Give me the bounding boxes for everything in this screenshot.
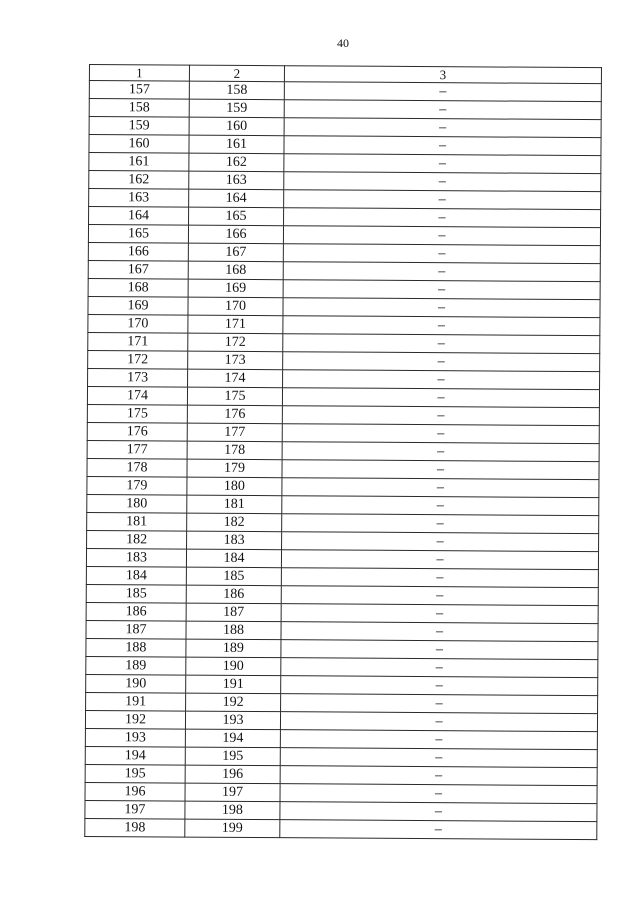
table-cell-col-3: – (284, 118, 601, 138)
table-cell-col-3: – (282, 478, 599, 498)
table-cell-col-1: 177 (87, 440, 187, 459)
table-body (85, 81, 602, 840)
table-cell-col-2: 170 (188, 297, 283, 316)
table-cell-col-2: 166 (188, 225, 283, 244)
table-cell-col-1: 169 (88, 296, 188, 315)
table-cell-col-1: 174 (87, 386, 187, 405)
table-cell-col-1: 168 (88, 278, 188, 297)
table-cell-col-3: – (284, 100, 601, 120)
table-cell-col-3: – (283, 352, 600, 372)
table-cell-col-1: 176 (87, 422, 187, 441)
table-cell-col-3: – (283, 280, 600, 300)
table-cell-col-2: 197 (185, 783, 280, 802)
table-cell-col-2: 199 (185, 819, 280, 838)
table-cell-col-2: 195 (185, 747, 280, 766)
table-cell-col-1: 195 (85, 764, 185, 783)
table-cell-col-3: – (283, 298, 600, 318)
table-cell-col-3: – (284, 208, 601, 228)
table-cell-col-1: 190 (86, 674, 186, 693)
table-cell-col-1: 192 (85, 710, 185, 729)
table-cell-col-2: 163 (189, 171, 284, 190)
table-cell-col-1: 184 (86, 566, 186, 585)
table-cell-col-2: 164 (189, 189, 284, 208)
table-cell-col-1: 161 (89, 153, 189, 172)
table-cell-col-3: – (281, 604, 598, 624)
table-cell-col-3: – (284, 172, 601, 192)
table-cell-col-3: – (283, 334, 600, 354)
table-cell-col-3: – (282, 460, 599, 480)
table-cell-col-1: 191 (86, 692, 186, 711)
table-cell-col-3: – (284, 154, 601, 174)
table-cell-col-1: 157 (89, 81, 189, 100)
table-cell-col-3: – (281, 568, 598, 588)
table-cell-col-3: – (281, 550, 598, 570)
table-cell-col-1: 170 (88, 314, 188, 333)
table-cell-col-3: – (282, 442, 599, 462)
table-cell-col-2: 196 (185, 765, 280, 784)
table-cell-col-1: 183 (86, 548, 186, 567)
table-cell-col-3: – (281, 676, 598, 696)
table-cell-col-2: 160 (189, 117, 284, 136)
table-cell-col-1: 182 (87, 530, 187, 549)
table-cell-col-1: 175 (87, 404, 187, 423)
table-cell-col-2: 179 (187, 459, 282, 478)
table-cell-col-3: – (284, 82, 601, 102)
table-cell-col-2: 183 (187, 531, 282, 550)
column-header-3: 3 (284, 66, 601, 84)
table-cell-col-3: – (282, 406, 599, 426)
table-cell-col-1: 189 (86, 656, 186, 675)
table-cell-col-1: 193 (85, 728, 185, 747)
table-cell-col-1: 173 (88, 368, 188, 387)
table-cell-col-1: 162 (89, 171, 189, 190)
table-cell-col-1: 198 (85, 818, 185, 837)
table-cell-col-1: 167 (88, 260, 188, 279)
table-cell-col-1: 181 (87, 512, 187, 531)
table-cell-col-3: – (281, 622, 598, 642)
table-cell-col-2: 172 (188, 333, 283, 352)
table-cell-col-2: 193 (185, 711, 280, 730)
table-cell-col-3: – (283, 370, 600, 390)
table-cell-col-1: 166 (88, 242, 188, 261)
table-cell-col-3: – (282, 388, 599, 408)
table-cell-col-2: 169 (188, 279, 283, 298)
table-cell-col-1: 197 (85, 800, 185, 819)
table-cell-col-2: 184 (186, 549, 281, 568)
table-cell-col-1: 179 (87, 476, 187, 495)
table-cell-col-3: – (282, 532, 599, 552)
table-cell-col-2: 158 (189, 81, 284, 100)
table-cell-col-3: – (281, 640, 598, 660)
table-cell-col-1: 158 (89, 99, 189, 118)
table-cell-col-2: 188 (186, 621, 281, 640)
table-cell-col-2: 176 (187, 405, 282, 424)
table-cell-col-1: 187 (86, 620, 186, 639)
table-cell-col-2: 168 (188, 261, 283, 280)
table-cell-col-2: 182 (187, 513, 282, 532)
table-cell-col-2: 189 (186, 639, 281, 658)
data-table (84, 64, 602, 840)
table-cell-col-3: – (280, 712, 597, 732)
table-cell-col-1: 196 (85, 782, 185, 801)
table-cell-col-1: 180 (87, 494, 187, 513)
column-header-1: 1 (89, 65, 189, 82)
table-cell-col-2: 162 (189, 153, 284, 172)
table-cell-col-3: – (283, 226, 600, 246)
table-cell-col-1: 159 (89, 117, 189, 136)
table-cell-col-3: – (281, 586, 598, 606)
table-cell-col-1: 172 (88, 350, 188, 369)
table-cell-col-2: 190 (186, 657, 281, 676)
table-cell-col-3: – (280, 730, 597, 750)
table-cell-col-3: – (283, 262, 600, 282)
table-cell-col-2: 186 (186, 585, 281, 604)
table-cell-col-3: – (280, 820, 597, 840)
table-cell-col-2: 167 (188, 243, 283, 262)
table-cell-col-2: 159 (189, 99, 284, 118)
table-cell-col-1: 163 (89, 189, 189, 208)
table-cell-col-3: – (280, 748, 597, 768)
table-cell-col-2: 181 (187, 495, 282, 514)
table-cell-col-3: – (280, 802, 597, 822)
table-cell-col-2: 198 (185, 801, 280, 820)
table-cell-col-3: – (282, 514, 599, 534)
table-cell-col-3: – (280, 766, 597, 786)
table-row (85, 818, 597, 839)
table-cell-col-2: 187 (186, 603, 281, 622)
table-cell-col-3: – (284, 136, 601, 156)
table-cell-col-3: – (283, 316, 600, 336)
table-cell-col-2: 192 (186, 693, 281, 712)
table-cell-col-1: 188 (86, 638, 186, 657)
table-cell-col-2: 175 (187, 387, 282, 406)
table-cell-col-1: 185 (86, 584, 186, 603)
page-number: 40 (337, 36, 349, 50)
table-cell-col-1: 160 (89, 135, 189, 154)
table-cell-col-2: 177 (187, 423, 282, 442)
table-cell-col-3: – (282, 424, 599, 444)
table-cell-col-2: 173 (188, 351, 283, 370)
table-cell-col-1: 171 (88, 332, 188, 351)
table-cell-col-2: 194 (185, 729, 280, 748)
table-cell-col-3: – (281, 694, 598, 714)
table-cell-col-2: 185 (186, 567, 281, 586)
table-cell-col-1: 164 (89, 207, 189, 226)
table-cell-col-2: 165 (189, 207, 284, 226)
column-header-2: 2 (189, 65, 284, 82)
table-cell-col-2: 180 (187, 477, 282, 496)
table-cell-col-3: – (283, 244, 600, 264)
table-cell-col-3: – (281, 658, 598, 678)
table-cell-col-1: 194 (85, 746, 185, 765)
table-cell-col-2: 191 (186, 675, 281, 694)
table-cell-col-2: 161 (189, 135, 284, 154)
table-cell-col-1: 165 (88, 225, 188, 244)
table-cell-col-3: – (284, 190, 601, 210)
table-cell-col-2: 171 (188, 315, 283, 334)
table-cell-col-3: – (280, 784, 597, 804)
table-cell-col-2: 174 (188, 369, 283, 388)
table-cell-col-1: 186 (86, 602, 186, 621)
table-cell-col-1: 178 (87, 458, 187, 477)
table-cell-col-3: – (282, 496, 599, 516)
table-cell-col-2: 178 (187, 441, 282, 460)
